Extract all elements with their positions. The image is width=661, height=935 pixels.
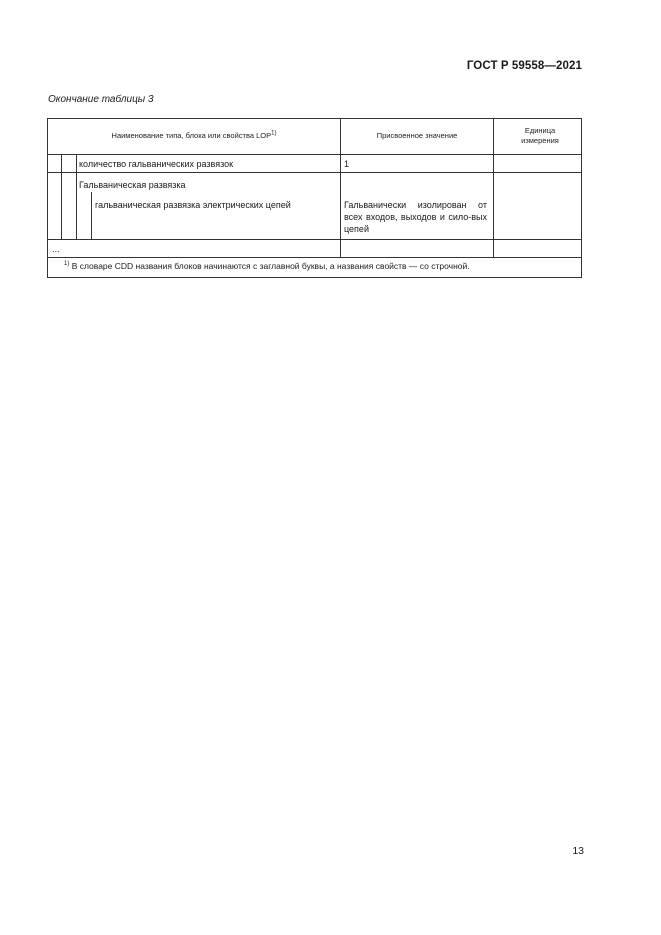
table-caption: Окончание таблицы 3: [48, 94, 154, 105]
table-rule: [48, 257, 581, 258]
table-rule: [91, 192, 92, 239]
row-name: гальваническая развязка электрических цепей: [95, 200, 291, 210]
table-rule: [48, 239, 581, 240]
header-name-text: Наименование типа, блока или свойства LOP: [111, 131, 272, 140]
footnote-text: В словаре CDD названия блоков начинаются с заглавной буквы, а названия свойств — со строчной.: [71, 261, 470, 271]
row-ellipsis: ...: [52, 244, 60, 254]
row-value: 1: [344, 159, 350, 169]
footnote-mark: 1): [271, 130, 277, 137]
table-rule: [76, 154, 77, 239]
row-name: количество гальванических развязок: [79, 159, 234, 169]
row-value: Гальванически изолирован от всех входов, выходов и сило-вых цепей: [344, 200, 487, 234]
row-name: Гальваническая развязка: [79, 180, 186, 190]
standard-code: ГОСТ Р 59558—2021: [466, 60, 582, 72]
table-rule: [48, 154, 581, 155]
table-rule: [61, 154, 62, 239]
page-number: 13: [572, 845, 584, 857]
table-footnote: [64, 260, 470, 272]
table-rule: [48, 172, 581, 173]
header-unit: Единица измерения: [521, 126, 559, 145]
header-name: [48, 131, 340, 141]
table-rule: [493, 119, 494, 257]
footnote-mark: 1): [64, 261, 70, 268]
table: [47, 118, 582, 278]
header-value: Присвоенное значение: [376, 131, 458, 140]
